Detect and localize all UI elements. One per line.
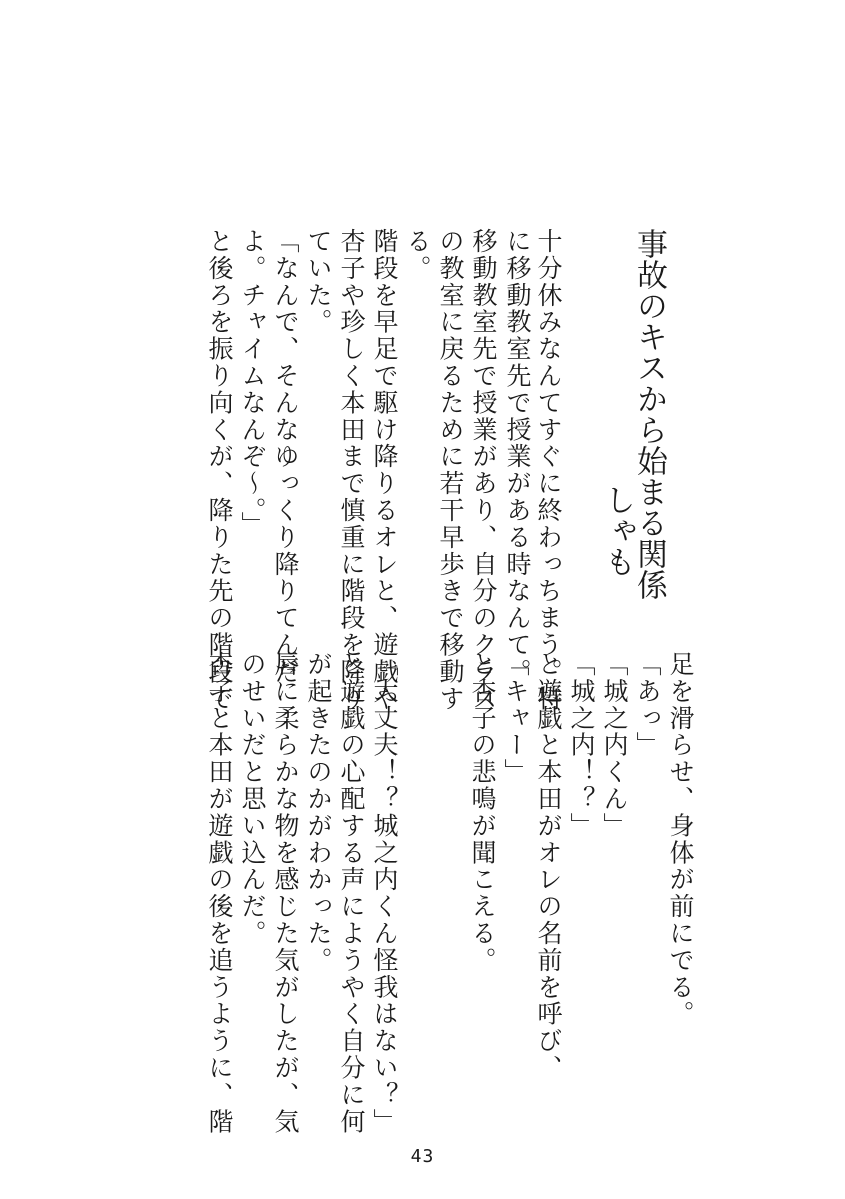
upper-line: の教室に戻るために若干早歩きで移動す — [436, 228, 465, 713]
upper-line: る。 — [403, 228, 432, 282]
lower-line: 「大丈夫！？城之内くん怪我はない？」 — [370, 651, 399, 1136]
lower-line: と杏子の悲鳴が聞こえる。 — [468, 651, 497, 974]
lower-line: のせいだと思い込んだ。 — [238, 651, 267, 947]
story-title: 事故のキスから始まる関係 — [631, 228, 667, 600]
lower-line: 「城之内！？」 — [567, 651, 596, 840]
lower-line: 足を滑らせ、身体が前にでる。 — [666, 651, 695, 1028]
lower-line: 杏子と本田が遊戯の後を追うように、階 — [205, 651, 234, 1136]
upper-line: に移動教室先で授業がある時なんて。 — [503, 228, 532, 686]
page-number: 43 — [410, 1146, 435, 1167]
lower-line: と遊戯と本田がオレの名前を呼び、 — [534, 651, 563, 1082]
upper-line: よ。チャイムなんぞ～。」 — [238, 228, 267, 539]
author-name: しゃも — [599, 484, 635, 577]
upper-line: ていた。 — [304, 228, 333, 336]
upper-line: 十分休みなんてすぐに終わっちまう。特 — [534, 228, 563, 713]
upper-line: 階段を早足で駆け降りるオレと、遊戯や — [370, 228, 399, 713]
lower-line: と遊戯の心配する声にようやく自分に何 — [337, 651, 366, 1136]
lower-line: 「あっ」 — [633, 651, 662, 759]
upper-line: 移動教室先で授業があり、自分のクラス — [469, 228, 498, 713]
lower-line: が起きたのかがわかった。 — [304, 651, 333, 974]
upper-line: 「なんで、そんなゆっくり降りてんだ — [271, 228, 300, 686]
upper-line: 杏子や珍しく本田まで慎重に階段を降り — [337, 228, 366, 713]
lower-line: 「キャー」 — [501, 651, 530, 786]
lower-line: 「城之内くん」 — [600, 651, 629, 840]
upper-line: と後ろを振り向くが、降りた先の階段で — [205, 228, 234, 713]
lower-line: 唇に柔らかな物を感じた気がしたが、気 — [271, 651, 300, 1136]
